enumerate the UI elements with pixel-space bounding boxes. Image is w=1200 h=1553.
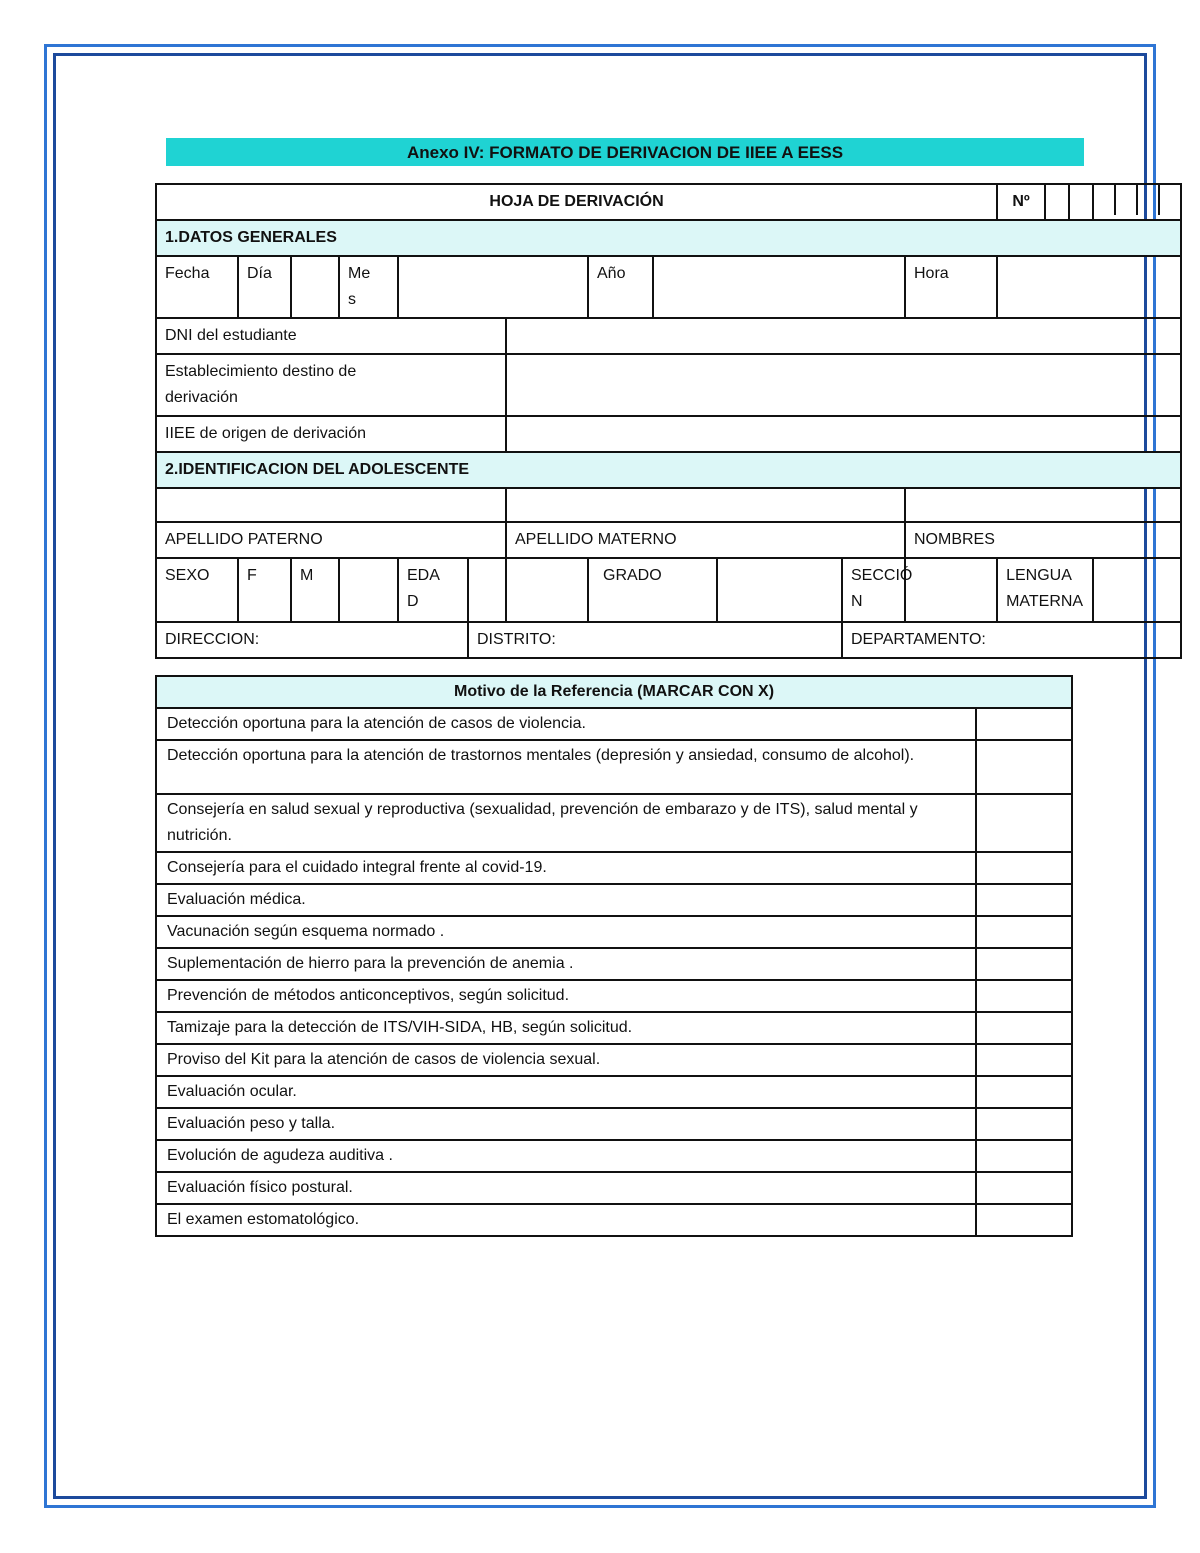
- motivo-checkbox[interactable]: [976, 948, 1072, 980]
- mes-label-line1: Me: [348, 265, 371, 282]
- motivo-item-label: Evaluación ocular.: [156, 1076, 976, 1108]
- grado-label: GRADO: [588, 558, 717, 622]
- distrito-label[interactable]: DISTRITO:: [468, 622, 842, 658]
- motivo-row: [156, 1044, 1072, 1076]
- establecimiento-label-line1: Establecimiento destino de: [165, 363, 357, 380]
- motivo-row: [156, 1076, 1072, 1108]
- dni-field[interactable]: [506, 318, 1181, 354]
- motivo-row: [156, 1204, 1072, 1236]
- dia-field[interactable]: [291, 256, 339, 318]
- edad-label: [398, 558, 468, 622]
- apellido-materno-field[interactable]: [506, 488, 905, 522]
- dia-label: Día: [238, 256, 291, 318]
- motivo-item-label: Consejería en salud sexual y reproductiva (sexualidad, prevención de embarazo y de ITS), salud mental y nutrición.: [156, 794, 976, 852]
- motivo-item-label: Evolución de agudeza auditiva .: [156, 1140, 976, 1172]
- seccion-label: [842, 558, 913, 622]
- motivo-checkbox[interactable]: [976, 1044, 1072, 1076]
- motivo-row: [156, 1108, 1072, 1140]
- lengua-label-line2: MATERNA: [1006, 593, 1084, 610]
- nombres-label: NOMBRES: [905, 522, 1181, 558]
- motivo-checkbox[interactable]: [976, 1172, 1072, 1204]
- apellido-paterno-label: APELLIDO PATERNO: [156, 522, 506, 558]
- edad-label-line2: D: [407, 593, 419, 610]
- motivo-checkbox[interactable]: [976, 1204, 1072, 1236]
- lengua-label-line1: LENGUA: [1006, 567, 1072, 584]
- motivo-item-label: Proviso del Kit para la atención de casos de violencia sexual.: [156, 1044, 976, 1076]
- motivo-heading: Motivo de la Referencia (MARCAR CON X): [156, 676, 1072, 708]
- grado-field[interactable]: [717, 558, 842, 622]
- motivo-checkbox[interactable]: [976, 916, 1072, 948]
- sheet-title: HOJA DE DERIVACIÓN: [156, 184, 997, 220]
- hora-label: Hora: [905, 256, 997, 318]
- motivo-checkbox[interactable]: [976, 884, 1072, 916]
- motivo-row: [156, 794, 1072, 852]
- annex-title: Anexo IV: FORMATO DE DERIVACION DE IIEE A EESS: [166, 138, 1084, 166]
- seccion-field[interactable]: [905, 558, 997, 622]
- motivo-checkbox[interactable]: [976, 740, 1072, 794]
- establecimiento-label: [156, 354, 506, 416]
- motivo-checkbox[interactable]: [976, 794, 1072, 852]
- apellido-paterno-field[interactable]: [156, 488, 506, 522]
- sexo-field[interactable]: [339, 558, 398, 622]
- motivo-row: [156, 980, 1072, 1012]
- edad-field[interactable]: [468, 558, 506, 622]
- iiee-origen-label: IIEE de origen de derivación: [156, 416, 506, 452]
- motivo-row: [156, 884, 1072, 916]
- section1-heading: 1.DATOS GENERALES: [156, 220, 1181, 256]
- sexo-f-option[interactable]: F: [238, 558, 291, 622]
- motivo-item-label: Evaluación peso y talla.: [156, 1108, 976, 1140]
- edad-label-line1: EDA: [407, 567, 440, 584]
- establecimiento-field[interactable]: [506, 354, 1181, 416]
- fecha-label: Fecha: [156, 256, 238, 318]
- motivo-checkbox[interactable]: [976, 852, 1072, 884]
- motivo-item-label: Tamizaje para la detección de ITS/VIH-SIDA, HB, según solicitud.: [156, 1012, 976, 1044]
- motivo-item-label: Vacunación según esquema normado .: [156, 916, 976, 948]
- sheet-number-boxes[interactable]: [1093, 184, 1181, 220]
- motivo-row: [156, 1140, 1072, 1172]
- departamento-label[interactable]: DEPARTAMENTO:: [842, 622, 1181, 658]
- motivo-checkbox[interactable]: [976, 1108, 1072, 1140]
- direccion-label[interactable]: DIRECCION:: [156, 622, 468, 658]
- sheet-number-label: Nº: [997, 184, 1045, 220]
- mes-label: [339, 256, 398, 318]
- motivo-item-label: Detección oportuna para la atención de trastornos mentales (depresión y ansiedad, consumo de alcohol).: [156, 740, 976, 794]
- motivo-item-label: Suplementación de hierro para la prevención de anemia .: [156, 948, 976, 980]
- sheet-number-box[interactable]: [1069, 184, 1093, 220]
- lengua-label: [997, 558, 1093, 622]
- motivo-row: [156, 740, 1072, 794]
- nombres-field[interactable]: [905, 488, 1181, 522]
- motivo-checkbox[interactable]: [976, 708, 1072, 740]
- seccion-label-line2: N: [851, 593, 863, 610]
- motivo-checkbox[interactable]: [976, 1012, 1072, 1044]
- motivo-row: [156, 708, 1072, 740]
- establecimiento-label-line2: derivación: [165, 389, 238, 406]
- section2-heading: 2.IDENTIFICACION DEL ADOLESCENTE: [156, 452, 1181, 488]
- hora-field[interactable]: [997, 256, 1181, 318]
- motivo-item-label: Evaluación médica.: [156, 884, 976, 916]
- motivo-item-label: Detección oportuna para la atención de casos de violencia.: [156, 708, 976, 740]
- motivo-row: [156, 1172, 1072, 1204]
- motivo-row: [156, 916, 1072, 948]
- motivo-checkbox[interactable]: [976, 1076, 1072, 1108]
- mes-label-line2: s: [348, 291, 356, 308]
- iiee-origen-field[interactable]: [506, 416, 1181, 452]
- anio-label: Año: [588, 256, 653, 318]
- sheet-number-box[interactable]: [1045, 184, 1069, 220]
- motivo-row: [156, 948, 1072, 980]
- motivo-item-label: Consejería para el cuidado integral frente al covid-19.: [156, 852, 976, 884]
- apellido-materno-label: APELLIDO MATERNO: [506, 522, 905, 558]
- edad-field-extra[interactable]: [506, 558, 588, 622]
- motivo-table: [155, 675, 1073, 1237]
- motivo-row: [156, 852, 1072, 884]
- derivation-sheet-table: [155, 183, 1182, 659]
- motivo-item-label: Prevención de métodos anticonceptivos, según solicitud.: [156, 980, 976, 1012]
- dni-label: DNI del estudiante: [156, 318, 506, 354]
- motivo-checkbox[interactable]: [976, 1140, 1072, 1172]
- motivo-item-label: Evaluación físico postural.: [156, 1172, 976, 1204]
- motivo-row: [156, 1012, 1072, 1044]
- sexo-m-option[interactable]: M: [291, 558, 339, 622]
- anio-field[interactable]: [653, 256, 905, 318]
- mes-field[interactable]: [398, 256, 588, 318]
- seccion-label-line1: SECCIÓ: [851, 567, 913, 584]
- sexo-label: SEXO: [156, 558, 238, 622]
- lengua-field[interactable]: [1093, 558, 1181, 622]
- motivo-item-label: El examen estomatológico.: [156, 1204, 976, 1236]
- motivo-checkbox[interactable]: [976, 980, 1072, 1012]
